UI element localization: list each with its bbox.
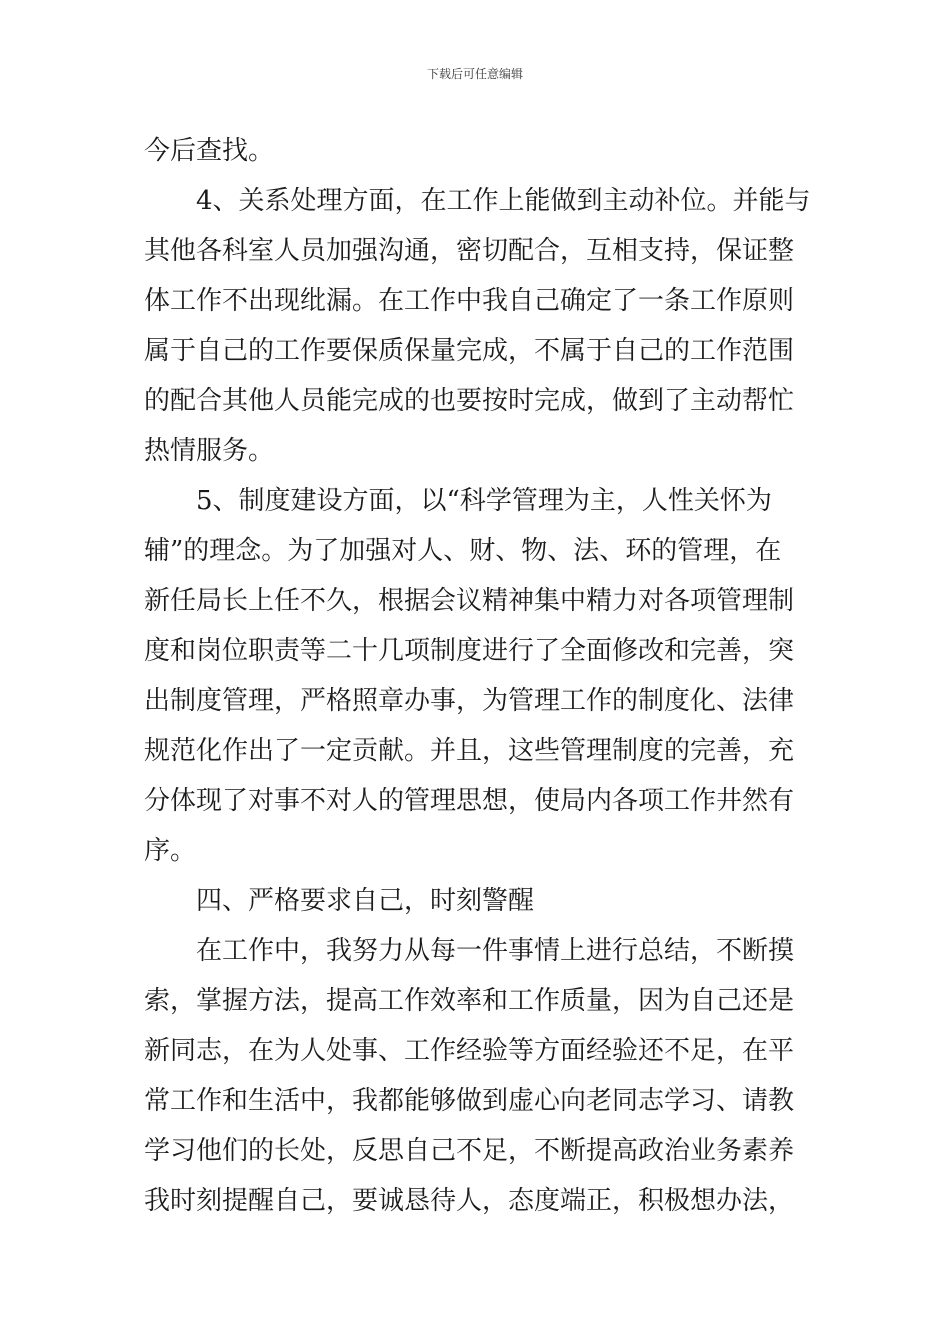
- text-line: 辅”的理念。为了加强对人、财、物、法、环的管理，在: [144, 536, 782, 566]
- text-line: 序。: [144, 836, 197, 866]
- text-line: 今后查找。: [144, 136, 275, 166]
- text-line: 常工作和生活中，我都能够做到虚心向老同志学习、请教: [144, 1086, 795, 1116]
- text-line: 索，掌握方法，提高工作效率和工作质量，因为自己还是: [144, 986, 795, 1016]
- text-line: 属于自己的工作要保质保量完成，不属于自己的工作范围: [144, 336, 795, 366]
- text-line: 的配合其他人员能完成的也要按时完成，做到了主动帮忙: [144, 386, 795, 416]
- text-line: 热情服务。: [144, 436, 275, 466]
- text-line: 新同志，在为人处事、工作经验等方面经验还不足，在平: [144, 1036, 795, 1066]
- text-line: 4、关系处理方面，在工作上能做到主动补位。并能与: [196, 186, 811, 216]
- text-line: 规范化作出了一定贡献。并且，这些管理制度的完善，充: [144, 736, 795, 766]
- text-line: 在工作中，我努力从每一件事情上进行总结，不断摸: [196, 936, 795, 966]
- page-header: 下载后可任意编辑: [426, 67, 523, 81]
- text-line: 5、制度建设方面，以“科学管理为主，人性关怀为: [196, 486, 772, 516]
- body-text: [144, 126, 810, 1226]
- section-heading: 四、严格要求自己，时刻警醒: [196, 886, 535, 916]
- text-line: 体工作不出现纰漏。在工作中我自己确定了一条工作原则: [144, 286, 795, 316]
- text-line: 其他各科室人员加强沟通，密切配合，互相支持，保证整: [144, 236, 795, 266]
- text-line: 学习他们的长处，反思自己不足，不断提高政治业务素养: [144, 1136, 795, 1166]
- text-line: 分体现了对事不对人的管理思想，使局内各项工作井然有: [144, 786, 795, 816]
- text-line: 出制度管理，严格照章办事，为管理工作的制度化、法律: [144, 686, 795, 716]
- text-line: 度和岗位职责等二十几项制度进行了全面修改和完善，突: [144, 636, 795, 666]
- text-line: 我时刻提醒自己，要诚恳待人，态度端正，积极想办法，: [144, 1186, 795, 1216]
- text-line: 新任局长上任不久，根据会议精神集中精力对各项管理制: [144, 586, 795, 616]
